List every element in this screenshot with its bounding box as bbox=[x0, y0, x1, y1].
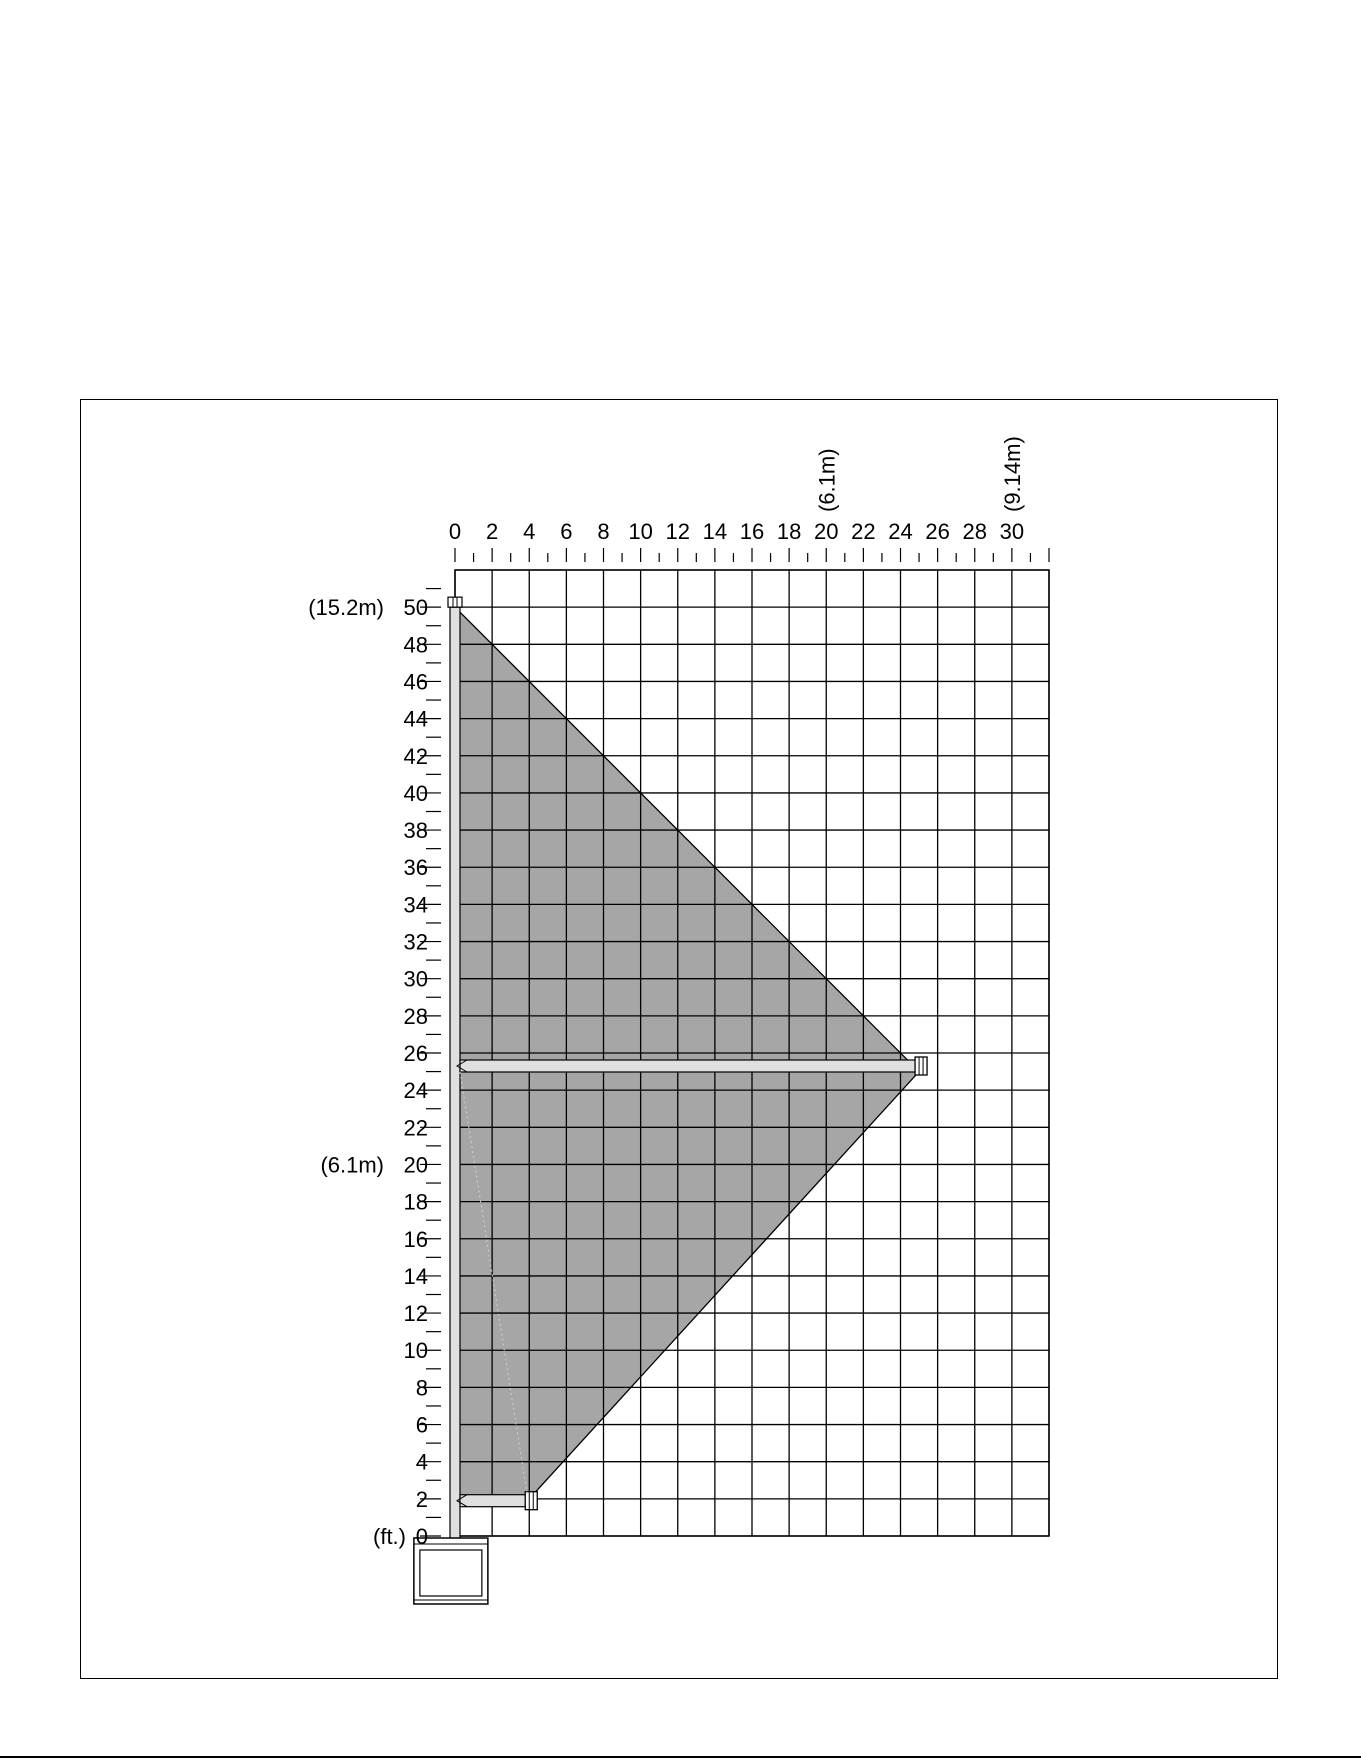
x-tick-label: 24 bbox=[888, 519, 913, 544]
y-tick-label: 34 bbox=[403, 892, 428, 918]
x-tick-label: 0 bbox=[448, 519, 462, 544]
x-tick-label: 12 bbox=[665, 519, 690, 544]
x-metric-label: (9.14m) bbox=[999, 436, 1025, 512]
y-tick-label: 24 bbox=[403, 1078, 428, 1104]
y-tick-label: 36 bbox=[403, 855, 428, 881]
boom-platform bbox=[525, 1492, 537, 1510]
y-tick-label: 2 bbox=[415, 1486, 428, 1512]
y-unit-label: (ft.) bbox=[373, 1524, 406, 1549]
mast-top-platform bbox=[448, 597, 462, 607]
y-tick-label: 12 bbox=[403, 1301, 428, 1327]
boom-platform bbox=[915, 1057, 927, 1075]
x-tick-label: 4 bbox=[523, 519, 536, 544]
x-tick-label: 8 bbox=[597, 519, 610, 544]
y-tick-label: 30 bbox=[403, 966, 428, 992]
boom-arm bbox=[460, 1060, 919, 1072]
x-tick-label: 16 bbox=[739, 519, 765, 544]
x-tick-label: 2 bbox=[486, 519, 499, 544]
y-tick-label: 50 bbox=[403, 595, 428, 621]
y-tick-label: 22 bbox=[403, 1115, 428, 1141]
y-metric-label: (6.1m) bbox=[320, 1152, 384, 1178]
y-tick-label: 42 bbox=[403, 743, 428, 769]
y-tick-label: 4 bbox=[415, 1449, 428, 1475]
y-tick-label: 10 bbox=[403, 1338, 428, 1364]
boom-arm bbox=[460, 1495, 529, 1507]
y-tick-label: 44 bbox=[403, 706, 428, 732]
footer-rule bbox=[0, 1756, 1361, 1758]
y-tick-label: 46 bbox=[403, 669, 428, 695]
x-tick-label: 30 bbox=[999, 519, 1025, 544]
y-tick-label: 18 bbox=[403, 1189, 428, 1215]
y-axis bbox=[308, 589, 441, 1549]
y-tick-label: 0 bbox=[415, 1524, 428, 1549]
x-tick-label: 6 bbox=[560, 519, 573, 544]
y-tick-label: 6 bbox=[415, 1412, 428, 1438]
y-tick-label: 8 bbox=[415, 1375, 428, 1401]
y-tick-label: 48 bbox=[403, 632, 428, 658]
y-metric-label: (15.2m) bbox=[308, 595, 384, 621]
y-tick-label: 16 bbox=[403, 1226, 428, 1252]
y-tick-label: 38 bbox=[403, 818, 428, 844]
x-metric-label: (6.1m) bbox=[814, 448, 840, 512]
x-tick-label: 10 bbox=[628, 519, 653, 544]
mast bbox=[450, 607, 460, 1545]
y-tick-label: 26 bbox=[403, 1041, 428, 1066]
y-tick-label: 14 bbox=[403, 1263, 428, 1289]
y-tick-label: 40 bbox=[403, 780, 428, 806]
x-tick-label: 28 bbox=[962, 519, 987, 544]
x-tick-label: 18 bbox=[776, 519, 802, 544]
x-tick-label: 26 bbox=[925, 519, 950, 544]
x-axis bbox=[449, 436, 1049, 562]
y-tick-label: 20 bbox=[403, 1152, 428, 1178]
x-tick-label: 20 bbox=[814, 519, 839, 544]
x-tick-label: 14 bbox=[702, 519, 728, 544]
y-tick-label: 32 bbox=[403, 929, 428, 955]
y-tick-label: 28 bbox=[403, 1003, 428, 1029]
x-tick-label: 22 bbox=[851, 519, 876, 544]
